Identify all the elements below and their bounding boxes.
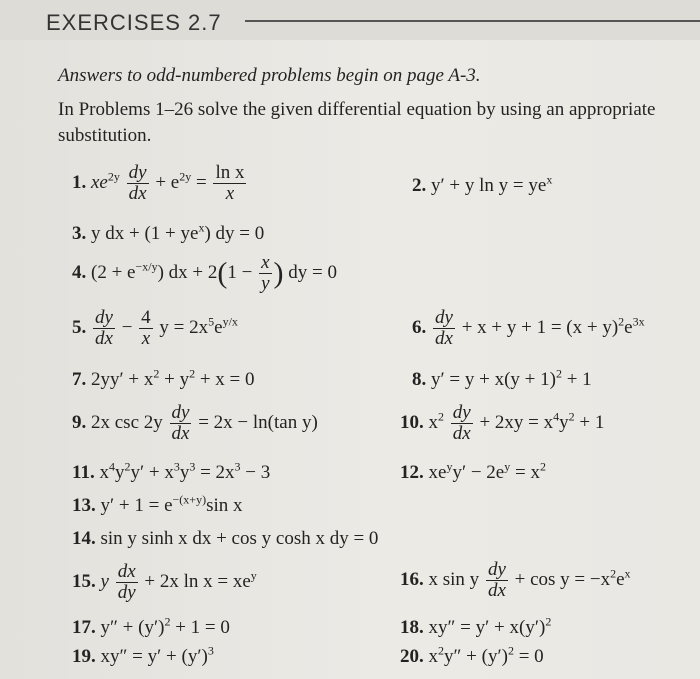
exponent: 2 xyxy=(507,643,514,658)
equation-text: y = 2x xyxy=(159,316,209,338)
instructions-text: In Problems 1–26 solve the given differential equation by using an appropriate substitution. xyxy=(58,99,656,146)
problem-number: 7. xyxy=(72,369,87,390)
exponent: 2 xyxy=(610,566,617,581)
problem-2 xyxy=(412,172,553,197)
problem-13 xyxy=(72,492,243,517)
fraction: $\frac{dy}{dx}$ xyxy=(487,559,506,601)
big-paren: ( xyxy=(217,256,228,290)
problem-number: 14. xyxy=(72,528,96,549)
exponent: y xyxy=(250,568,257,583)
equation-text: sin y sinh x dx + cos y cosh x dy = 0 xyxy=(100,528,379,549)
problem-number: 10. xyxy=(400,411,424,433)
fraction: $\frac{x}{y}$ xyxy=(261,252,270,294)
equation-text: y′ + x xyxy=(130,462,174,483)
exponent: 2 xyxy=(124,459,131,474)
equation-text: y″ + (y′) xyxy=(444,646,508,667)
exponent: 2 xyxy=(438,409,444,424)
equation-text: + y xyxy=(159,369,190,390)
exponent: 2 xyxy=(189,366,196,381)
problem-number: 9. xyxy=(72,411,87,433)
operator: − xyxy=(121,316,133,338)
problem-5 xyxy=(72,308,238,349)
equation-text: ) dx + 2 xyxy=(157,261,218,283)
problem-number: 20. xyxy=(400,646,424,667)
problem-9 xyxy=(72,403,318,444)
equation-text: + 2xy = x xyxy=(479,411,554,433)
exponent: y/x xyxy=(222,314,238,329)
equation-text: y′ − 2e xyxy=(452,462,505,483)
exponent: 3 xyxy=(207,643,214,658)
problem-6 xyxy=(412,308,645,349)
problem-number: 1. xyxy=(72,171,87,193)
equation-text: y″ + (y′) xyxy=(100,617,165,638)
equals: = xyxy=(195,171,207,193)
problem-number: 3. xyxy=(72,223,87,244)
equation-text: y xyxy=(114,462,125,483)
problem-number: 8. xyxy=(412,369,427,390)
equation-text: + cos y = −x xyxy=(514,568,611,590)
exponent: 4 xyxy=(553,409,560,424)
equation-text: xy″ = y′ + x(y′) xyxy=(428,617,546,638)
term: + e xyxy=(155,171,180,193)
problem-17 xyxy=(72,614,230,639)
exponent: 2 xyxy=(568,409,575,424)
problem-number: 15. xyxy=(72,570,96,592)
big-paren: ) xyxy=(273,256,284,290)
equation-text: x sin y xyxy=(428,568,480,590)
equation-text: + 1 xyxy=(574,411,605,433)
equation-text: − 3 xyxy=(240,462,271,483)
equation-text: e xyxy=(214,316,223,338)
equation-text: y′ + y ln y = ye xyxy=(431,175,547,196)
equation-text: x xyxy=(99,462,109,483)
problem-16 xyxy=(400,560,631,601)
equation-text: y xyxy=(179,462,190,483)
exponent: y xyxy=(446,459,453,474)
exponent: −x/y xyxy=(135,259,158,274)
equation-text: x xyxy=(428,411,438,433)
equation-text: y′ + 1 = e xyxy=(100,495,173,516)
exponent: x xyxy=(198,220,205,235)
equation-text: + x = 0 xyxy=(195,369,255,390)
exponent: 3x xyxy=(632,314,645,329)
exponent: 2 xyxy=(164,614,171,629)
problem-number: 4. xyxy=(72,261,87,283)
problem-number: 17. xyxy=(72,617,96,638)
problem-19 xyxy=(72,643,214,668)
fraction: $\frac{dy}{dx}$ xyxy=(452,402,471,444)
problem-number: 13. xyxy=(72,495,96,516)
equation-text: xe xyxy=(428,462,447,483)
fraction: $\frac{dx}{dy}$ xyxy=(117,561,136,603)
equation-text: = 2x xyxy=(195,462,235,483)
problem-20 xyxy=(400,643,544,668)
fraction: $\frac{dy}{dx}$ xyxy=(128,162,147,204)
problem-number: 19. xyxy=(72,646,96,667)
problem-number: 11. xyxy=(72,462,95,483)
exponent: 2 xyxy=(153,366,160,381)
fraction: $\frac{dy}{dx}$ xyxy=(435,307,453,349)
exponent: 4 xyxy=(108,459,115,474)
problem-number: 6. xyxy=(412,316,427,338)
exponent: 2 xyxy=(555,366,562,381)
exponent: 3 xyxy=(189,459,196,474)
problem-number: 2. xyxy=(412,175,427,196)
section-title: EXERCISES 2.7 xyxy=(46,10,222,35)
equation-text: + 1 xyxy=(561,369,592,390)
equation-text: y′ = y + x(y + 1) xyxy=(431,369,556,390)
equation-text: x xyxy=(428,646,438,667)
equation-text: e xyxy=(616,568,625,590)
exponent: 2y xyxy=(179,169,192,184)
exponent: 5 xyxy=(208,314,215,329)
equation-text: e xyxy=(624,316,633,338)
equation-text: 1 − xyxy=(227,261,253,283)
equation-text: ) dy = 0 xyxy=(204,223,265,244)
problem-18 xyxy=(400,614,552,639)
equation-text: = 2x − ln(tan y) xyxy=(198,411,318,433)
equation-text: sin x xyxy=(206,495,243,516)
problem-number: 16. xyxy=(400,568,424,590)
equation-text: 2x csc 2y xyxy=(91,411,163,433)
exponent: 3 xyxy=(173,459,180,474)
equation-text: 2yy′ + x xyxy=(91,369,154,390)
exponent: −(x+y) xyxy=(172,492,207,507)
fraction: $\frac{\text{ln x}}{x}$ xyxy=(215,162,245,204)
equation-text: (2 + e xyxy=(91,261,136,283)
exponent: 2 xyxy=(539,459,546,474)
problem-12 xyxy=(400,459,546,484)
problem-15 xyxy=(72,562,257,603)
exponent: x xyxy=(546,172,553,187)
problem-8 xyxy=(412,366,592,391)
problem-7 xyxy=(72,366,255,391)
fraction: $\frac{dy}{dx}$ xyxy=(171,402,190,444)
problem-3 xyxy=(72,220,265,245)
problem-number: 12. xyxy=(400,462,424,483)
problem-11 xyxy=(72,459,271,484)
problem-10 xyxy=(400,403,604,444)
equation-text: = 0 xyxy=(513,646,544,667)
equation-text: + 2x ln x = xe xyxy=(144,570,251,592)
equation-text: + 1 = 0 xyxy=(170,617,230,638)
answers-note: Answers to odd-numbered problems begin on page A-3. xyxy=(58,65,481,86)
problem-number: 5. xyxy=(72,316,87,338)
problem-1 xyxy=(72,163,248,204)
equation-text: y xyxy=(100,570,109,592)
problem-14 xyxy=(72,528,378,550)
problem-4 xyxy=(72,253,337,294)
problem-number: 18. xyxy=(400,617,424,638)
equation-text: y dx + (1 + ye xyxy=(91,223,199,244)
fraction: $\frac{dy}{dx}$ xyxy=(95,307,113,349)
equation-text: dy = 0 xyxy=(288,261,338,283)
equation-text: y xyxy=(559,411,569,433)
term: xe xyxy=(91,171,108,193)
exponent: 2 xyxy=(618,314,625,329)
exponent: 2 xyxy=(438,643,444,658)
exponent: 2 xyxy=(545,614,552,629)
exponent: 2y xyxy=(107,169,120,184)
equation-text: xy″ = y′ + (y′) xyxy=(100,646,208,667)
equation-text: = x xyxy=(510,462,540,483)
exponent: 3 xyxy=(234,459,241,474)
header-rule xyxy=(245,20,700,22)
exponent: x xyxy=(624,566,631,581)
fraction: $\frac{4}{x}$ xyxy=(141,307,151,349)
equation-text: + x + y + 1 = (x + y) xyxy=(461,316,619,338)
exponent: y xyxy=(504,459,511,474)
